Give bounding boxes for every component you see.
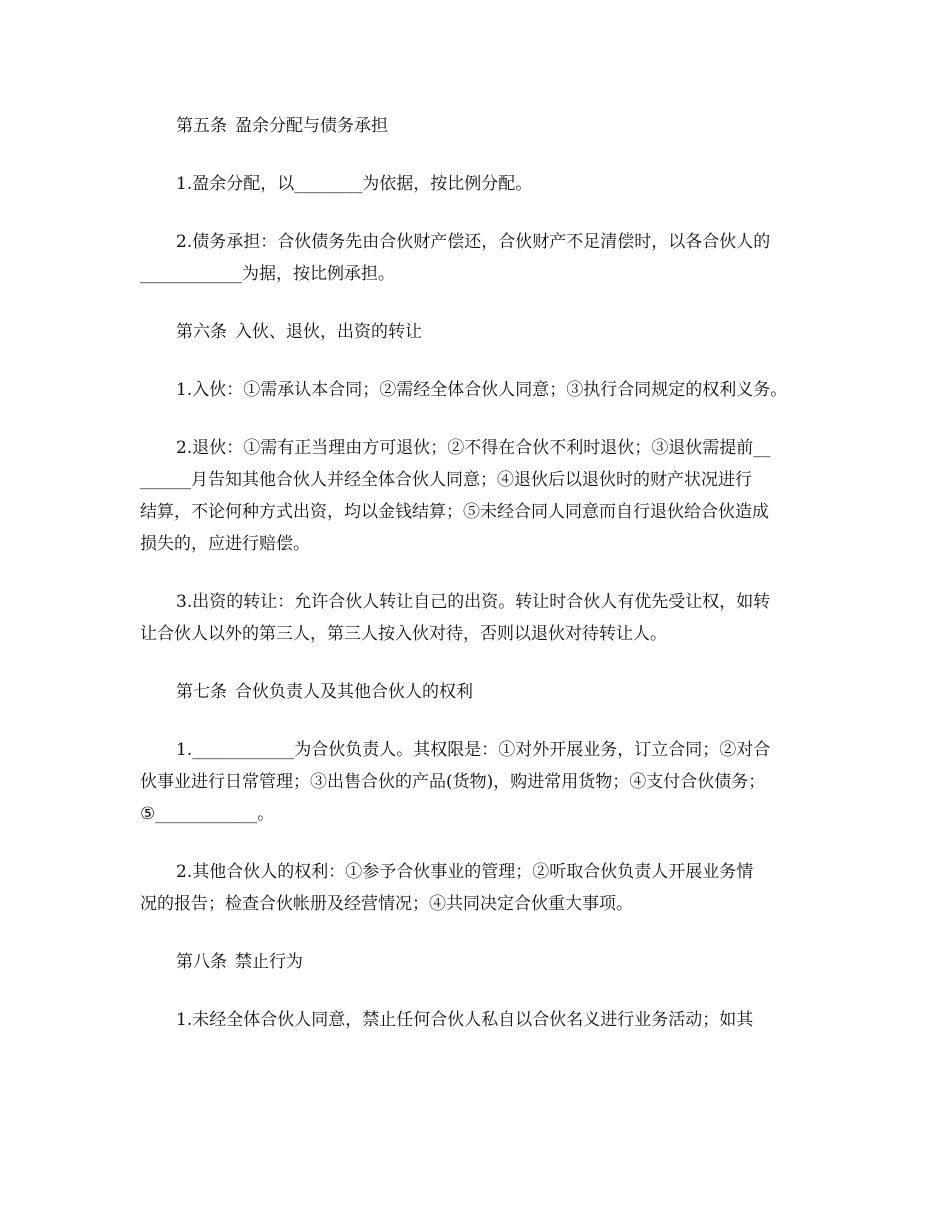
article-6-item-2 bbox=[140, 432, 820, 560]
article-7-item-2-line-2: 况的报告；检查合伙帐册及经营情况；④共同决定合伙重大事项。 bbox=[140, 894, 633, 914]
article-6-item-1-line-1: 1.入伙：①需承认本合同；②需经全体合伙人同意；③执行合同规定的权利义务。 bbox=[176, 380, 788, 400]
article-8-item-1 bbox=[140, 1004, 820, 1036]
article-6-item-3-line-2: 让合伙人以外的第三人，第三人按入伙对待，否则以退伙对待转让人。 bbox=[140, 624, 667, 644]
article-6-item-2-line-1: 2.退伙：①需有正当理由方可退伙；②不得在合伙不利时退伙；③退伙需提前__ bbox=[176, 438, 771, 458]
article-7-heading bbox=[140, 676, 820, 708]
article-8-title: 禁止行为 bbox=[235, 952, 303, 972]
article-6-heading bbox=[140, 316, 820, 348]
article-6-item-2-line-4: 损失的，应进行赔偿。 bbox=[140, 534, 310, 554]
article-7-item-1-line-2: 伙事业进行日常管理；③出售合伙的产品(货物)，购进常用货物；④支付合伙债务； bbox=[140, 772, 766, 792]
article-7-number: 第七条 bbox=[176, 682, 227, 702]
document-content bbox=[140, 110, 820, 1062]
article-7-item-2 bbox=[140, 856, 820, 920]
article-6-item-3-line-1: 3.出资的转让：允许合伙人转让自己的出资。转让时合伙人有优先受让权，如转 bbox=[176, 592, 771, 612]
article-8-number: 第八条 bbox=[176, 952, 227, 972]
article-5-item-2-line-2: ____________为据，按比例承担。 bbox=[140, 264, 395, 284]
article-5-item-2-line-1: 2.债务承担：合伙债务先由合伙财产偿还，合伙财产不足清偿时，以各合伙人的 bbox=[176, 232, 771, 252]
article-7-item-1-line-3: ⑤____________。 bbox=[140, 804, 275, 824]
article-5-number: 第五条 bbox=[176, 116, 227, 136]
article-5-item-2 bbox=[140, 226, 820, 290]
article-8-heading bbox=[140, 946, 820, 978]
article-6-number: 第六条 bbox=[176, 322, 227, 342]
article-6-item-1 bbox=[140, 374, 820, 406]
article-5-item-1 bbox=[140, 168, 820, 200]
article-7-title: 合伙负责人及其他合伙人的权利 bbox=[235, 682, 473, 702]
article-5-item-1-line-1: 1.盈余分配，以________为依据，按比例分配。 bbox=[176, 174, 533, 194]
article-7-item-1-line-1: 1.____________为合伙负责人。其权限是：①对外开展业务，订立合同；②对合 bbox=[176, 740, 771, 760]
article-8-item-1-line-1: 1.未经全体合伙人同意，禁止任何合伙人私自以合伙名义进行业务活动；如其 bbox=[176, 1010, 754, 1030]
article-6-item-2-line-2: ______月告知其他合伙人并经全体合伙人同意；④退伙后以退伙时的财产状况进行 bbox=[140, 470, 752, 490]
article-7-item-1 bbox=[140, 734, 820, 830]
article-6-item-3 bbox=[140, 586, 820, 650]
article-7-item-2-line-1: 2.其他合伙人的权利：①参予合伙事业的管理；②听取合伙负责人开展业务情 bbox=[176, 862, 754, 882]
article-5-heading bbox=[140, 110, 820, 142]
article-6-title: 入伙、退伙，出资的转让 bbox=[235, 322, 422, 342]
article-6-item-2-line-3: 结算，不论何种方式出资，均以金钱结算；⑤未经合同人同意而自行退伙给合伙造成 bbox=[140, 502, 769, 522]
article-5-title: 盈余分配与债务承担 bbox=[235, 116, 388, 136]
